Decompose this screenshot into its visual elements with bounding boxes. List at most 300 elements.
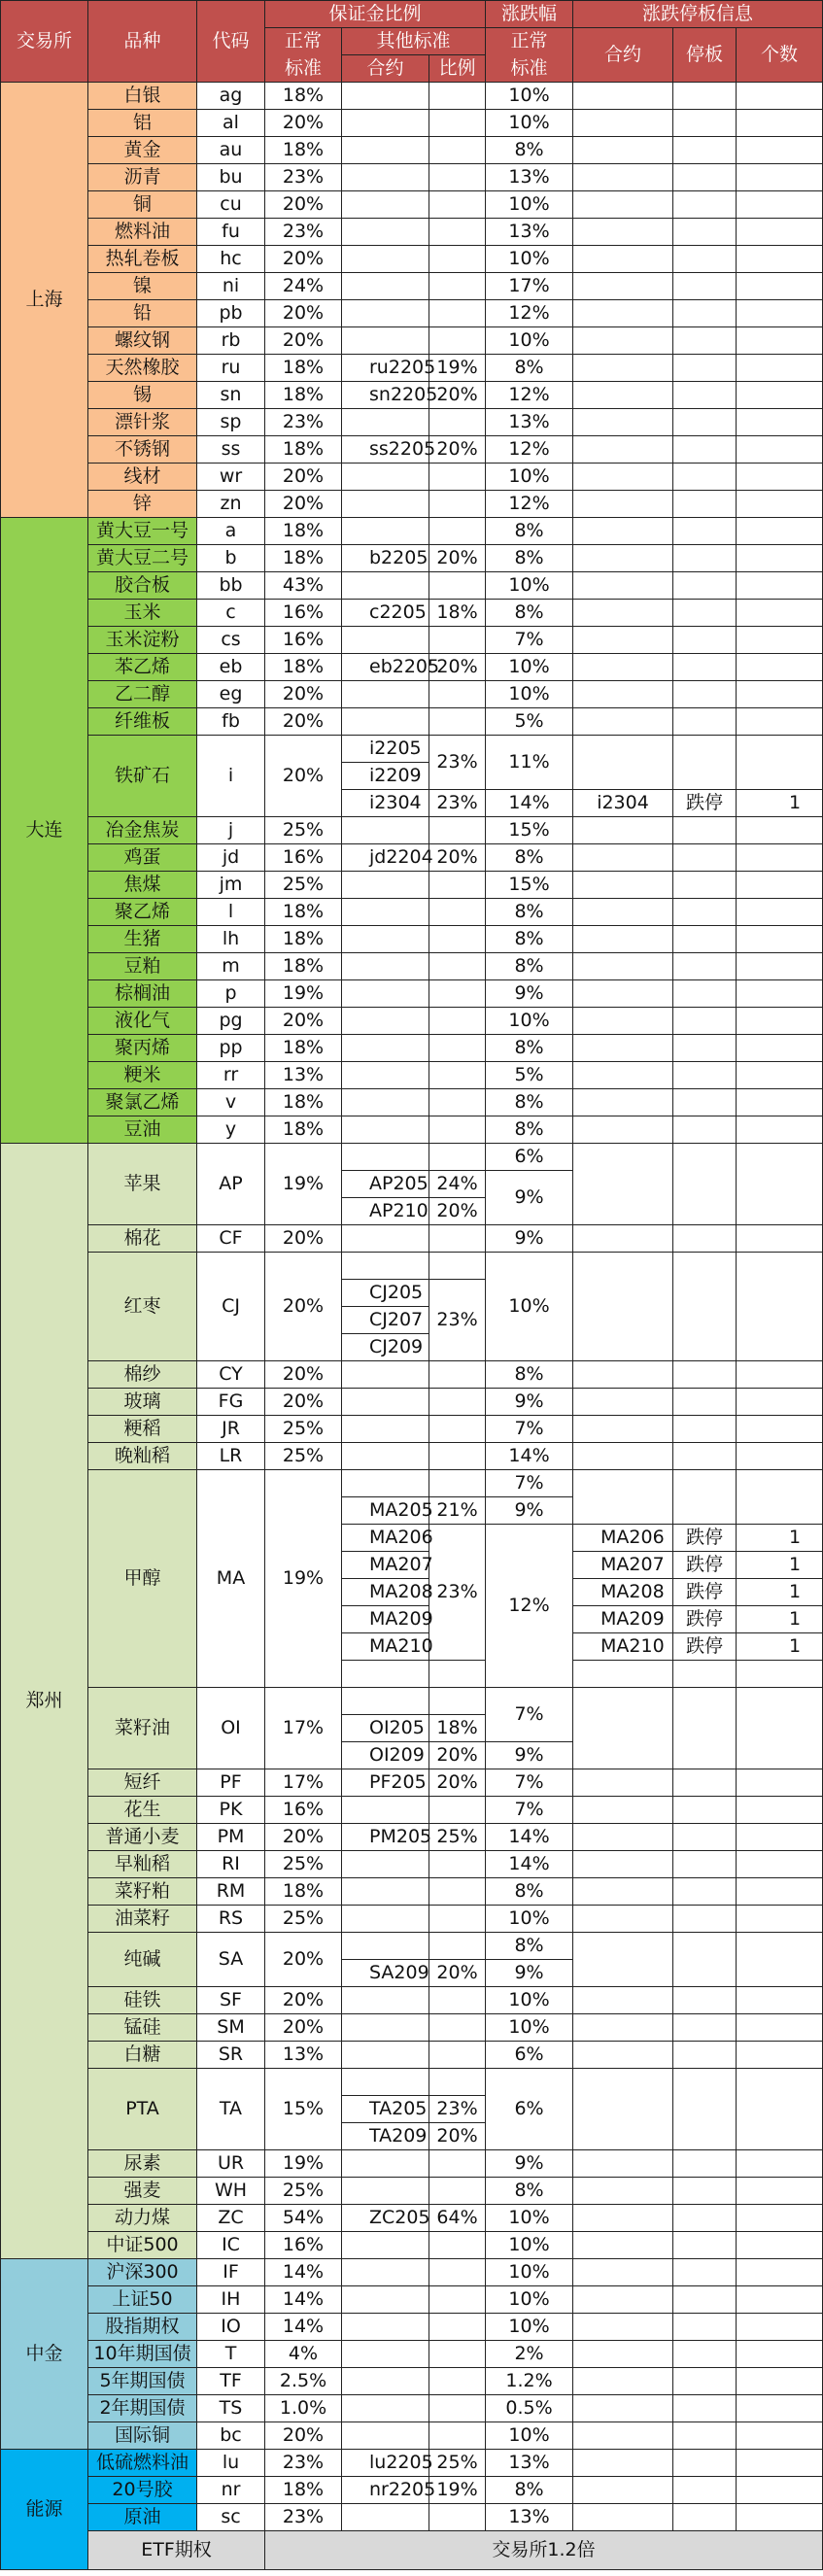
header-variety: 品种 bbox=[88, 1, 197, 83]
other-contract-cell bbox=[342, 1062, 429, 1089]
variety-cell: 上证50 bbox=[88, 2286, 197, 2314]
other-contract-cell bbox=[342, 899, 429, 926]
code-cell: a bbox=[197, 518, 265, 545]
other-ratio-cell bbox=[429, 1851, 486, 1878]
other-contract-cell bbox=[342, 1035, 429, 1062]
other-ratio-cell bbox=[429, 1878, 486, 1906]
other-contract-cell bbox=[342, 2042, 429, 2069]
other-ratio-cell bbox=[429, 572, 486, 600]
code-cell: TA bbox=[197, 2069, 265, 2150]
other-ratio-cell bbox=[429, 2368, 486, 2395]
variety-cell: 不锈钢 bbox=[88, 436, 197, 464]
limit-cell: 12% bbox=[486, 491, 573, 518]
margin-cell: 18% bbox=[265, 953, 342, 980]
variety-cell: 玉米 bbox=[88, 600, 197, 627]
limit-cell: 8% bbox=[486, 899, 573, 926]
limit-cell: 8% bbox=[486, 137, 573, 164]
other-contract-cell: ZC205 bbox=[342, 2205, 429, 2232]
stop-count-cell bbox=[737, 1144, 823, 1225]
margin-cell: 18% bbox=[265, 1116, 342, 1144]
stop-contract-cell bbox=[573, 1661, 673, 1688]
table-row bbox=[1, 1443, 823, 1470]
other-contract-cell: i2209 bbox=[342, 763, 429, 790]
stop-count-cell bbox=[737, 1688, 823, 1769]
stop-board-cell bbox=[673, 83, 737, 110]
table-row bbox=[1, 2259, 823, 2286]
variety-cell: 花生 bbox=[88, 1797, 197, 1824]
other-contract-cell: i2304 bbox=[342, 790, 429, 817]
code-cell: IC bbox=[197, 2232, 265, 2259]
stop-board-cell bbox=[673, 355, 737, 382]
stop-count-cell bbox=[737, 1797, 823, 1824]
limit-cell: 8% bbox=[486, 1361, 573, 1389]
stop-contract-cell bbox=[573, 382, 673, 409]
code-cell: c bbox=[197, 600, 265, 627]
table-row bbox=[1, 1933, 823, 1960]
stop-board-cell bbox=[673, 2395, 737, 2422]
stop-contract-cell bbox=[573, 654, 673, 681]
limit-cell: 10% bbox=[486, 1906, 573, 1933]
variety-cell: 焦煤 bbox=[88, 872, 197, 899]
stop-contract-cell bbox=[573, 491, 673, 518]
stop-board-cell bbox=[673, 953, 737, 980]
header-ratio: 比例 bbox=[429, 55, 486, 83]
header-normal: 正常 bbox=[265, 28, 342, 55]
limit-cell: 10% bbox=[486, 246, 573, 273]
limit-cell: 7% bbox=[486, 627, 573, 654]
other-contract-cell bbox=[342, 491, 429, 518]
stop-board-cell bbox=[673, 736, 737, 790]
limit-cell: 10% bbox=[486, 681, 573, 708]
limit-cell: 10% bbox=[486, 2314, 573, 2341]
stop-contract-cell bbox=[573, 1389, 673, 1416]
variety-cell: 红枣 bbox=[88, 1253, 197, 1361]
margin-cell: 18% bbox=[265, 545, 342, 572]
limit-cell: 12% bbox=[486, 300, 573, 327]
header-contract: 合约 bbox=[342, 55, 429, 83]
other-contract-cell: i2205 bbox=[342, 736, 429, 763]
variety-cell: 棉纱 bbox=[88, 1361, 197, 1389]
stop-board-cell bbox=[673, 1361, 737, 1389]
table-row bbox=[1, 2531, 823, 2570]
other-contract-cell: CJ207 bbox=[342, 1307, 429, 1334]
margin-cell: 18% bbox=[265, 1089, 342, 1116]
other-ratio-cell bbox=[429, 327, 486, 355]
other-ratio-cell bbox=[429, 191, 486, 219]
stop-count-cell bbox=[737, 654, 823, 681]
code-cell: j bbox=[197, 817, 265, 844]
stop-count-cell bbox=[737, 1769, 823, 1797]
other-contract-cell: c2205 bbox=[342, 600, 429, 627]
other-ratio-cell: 18% bbox=[429, 600, 486, 627]
table-row bbox=[1, 518, 823, 545]
stop-board-cell bbox=[673, 899, 737, 926]
limit-cell: 10% bbox=[486, 191, 573, 219]
code-cell: al bbox=[197, 110, 265, 137]
margin-cell: 18% bbox=[265, 926, 342, 953]
variety-cell: 铜 bbox=[88, 191, 197, 219]
stop-count-cell bbox=[737, 1933, 823, 1987]
other-ratio-cell bbox=[429, 627, 486, 654]
margin-cell: 18% bbox=[265, 518, 342, 545]
variety-cell: 2年期国债 bbox=[88, 2395, 197, 2422]
limit-cell: 7% bbox=[486, 1769, 573, 1797]
other-contract-cell bbox=[342, 137, 429, 164]
margin-cell: 1.0% bbox=[265, 2395, 342, 2422]
code-cell: au bbox=[197, 137, 265, 164]
table-row bbox=[1, 2477, 823, 2504]
stop-count-cell bbox=[737, 2422, 823, 2450]
limit-cell: 8% bbox=[486, 2477, 573, 2504]
stop-contract-cell bbox=[573, 1225, 673, 1253]
stop-board-cell bbox=[673, 708, 737, 736]
stop-contract-cell bbox=[573, 1253, 673, 1361]
code-cell: v bbox=[197, 1089, 265, 1116]
stop-count-cell bbox=[737, 219, 823, 246]
limit-cell: 14% bbox=[486, 1824, 573, 1851]
margin-cell: 18% bbox=[265, 83, 342, 110]
limit-cell: 7% bbox=[486, 1416, 573, 1443]
table-row bbox=[1, 1389, 823, 1416]
table-row bbox=[1, 1987, 823, 2014]
table-row bbox=[1, 2178, 823, 2205]
stop-contract-cell bbox=[573, 1688, 673, 1769]
other-ratio-cell bbox=[429, 953, 486, 980]
code-cell: PM bbox=[197, 1824, 265, 1851]
stop-count-cell bbox=[737, 1851, 823, 1878]
other-ratio-cell bbox=[429, 1144, 486, 1171]
margin-cell: 18% bbox=[265, 2477, 342, 2504]
stop-board-cell bbox=[673, 219, 737, 246]
stop-board-cell bbox=[673, 110, 737, 137]
stop-contract-cell bbox=[573, 708, 673, 736]
margin-cell: 14% bbox=[265, 2259, 342, 2286]
other-contract-cell: OI205 bbox=[342, 1715, 429, 1742]
stop-board-cell bbox=[673, 2450, 737, 2477]
stop-count-cell bbox=[737, 872, 823, 899]
variety-cell: 黄金 bbox=[88, 137, 197, 164]
stop-count-cell bbox=[737, 1089, 823, 1116]
table-row bbox=[1, 736, 823, 763]
other-ratio-cell bbox=[429, 2504, 486, 2531]
code-cell: FG bbox=[197, 1389, 265, 1416]
variety-cell: 聚乙烯 bbox=[88, 899, 197, 926]
stop-contract-cell bbox=[573, 436, 673, 464]
stop-contract-cell: MA210 bbox=[573, 1633, 673, 1661]
other-ratio-cell bbox=[429, 1688, 486, 1715]
other-contract-cell: MA207 bbox=[342, 1552, 429, 1579]
table-row bbox=[1, 2069, 823, 2096]
stop-count-cell bbox=[737, 1361, 823, 1389]
other-ratio-cell: 24% bbox=[429, 1171, 486, 1198]
margin-cell: 20% bbox=[265, 1225, 342, 1253]
limit-cell: 8% bbox=[486, 518, 573, 545]
other-contract-cell: b2205 bbox=[342, 545, 429, 572]
margin-cell: 25% bbox=[265, 817, 342, 844]
code-cell: bu bbox=[197, 164, 265, 191]
code-cell: pb bbox=[197, 300, 265, 327]
stop-count-cell bbox=[737, 844, 823, 872]
stop-contract-cell bbox=[573, 1144, 673, 1225]
variety-cell: 锡 bbox=[88, 382, 197, 409]
other-contract-cell bbox=[342, 708, 429, 736]
code-cell: rb bbox=[197, 327, 265, 355]
variety-cell: 晚籼稻 bbox=[88, 1443, 197, 1470]
margin-cell: 20% bbox=[265, 191, 342, 219]
margin-cell: 19% bbox=[265, 980, 342, 1008]
other-ratio-cell bbox=[429, 2259, 486, 2286]
stop-count-cell bbox=[737, 2504, 823, 2531]
stop-contract-cell bbox=[573, 1878, 673, 1906]
limit-cell: 10% bbox=[486, 2422, 573, 2450]
stop-contract-cell bbox=[573, 844, 673, 872]
stop-count-cell: 1 bbox=[737, 1606, 823, 1633]
other-ratio-cell bbox=[429, 1225, 486, 1253]
code-cell: PK bbox=[197, 1797, 265, 1824]
exchange-cffex: 中金 bbox=[1, 2259, 88, 2450]
variety-cell: 尿素 bbox=[88, 2150, 197, 2178]
stop-board-cell bbox=[673, 2422, 737, 2450]
stop-count-cell bbox=[737, 1906, 823, 1933]
other-contract-cell bbox=[342, 273, 429, 300]
stop-board-cell bbox=[673, 2504, 737, 2531]
other-ratio-cell bbox=[429, 1906, 486, 1933]
table-row bbox=[1, 164, 823, 191]
table-row bbox=[1, 1688, 823, 1715]
other-contract-cell bbox=[342, 1933, 429, 1960]
table-row bbox=[1, 409, 823, 436]
variety-cell: 漂针浆 bbox=[88, 409, 197, 436]
other-contract-cell bbox=[342, 1008, 429, 1035]
other-ratio-cell bbox=[429, 1253, 486, 1280]
stop-count-cell bbox=[737, 436, 823, 464]
stop-board-cell bbox=[673, 164, 737, 191]
stop-count-cell bbox=[737, 1661, 823, 1688]
limit-cell: 8% bbox=[486, 1116, 573, 1144]
other-contract-cell bbox=[342, 1389, 429, 1416]
table-row bbox=[1, 1797, 823, 1824]
other-contract-cell bbox=[342, 926, 429, 953]
margin-cell: 43% bbox=[265, 572, 342, 600]
margin-cell: 19% bbox=[265, 1144, 342, 1225]
stop-board-cell bbox=[673, 1116, 737, 1144]
stop-board-cell bbox=[673, 1933, 737, 1987]
other-contract-cell bbox=[342, 2395, 429, 2422]
other-contract-cell bbox=[342, 219, 429, 246]
code-cell: eg bbox=[197, 681, 265, 708]
stop-contract-cell bbox=[573, 600, 673, 627]
other-contract-cell bbox=[342, 1443, 429, 1470]
stop-count-cell bbox=[737, 899, 823, 926]
stop-count-cell bbox=[737, 681, 823, 708]
other-ratio-cell bbox=[429, 872, 486, 899]
limit-cell: 10% bbox=[486, 1008, 573, 1035]
table-row bbox=[1, 2286, 823, 2314]
header-stop-group: 涨跌停板信息 bbox=[573, 1, 823, 28]
variety-cell: 黄大豆二号 bbox=[88, 545, 197, 572]
other-contract-cell bbox=[342, 1225, 429, 1253]
stop-count-cell bbox=[737, 83, 823, 110]
other-ratio-cell bbox=[429, 300, 486, 327]
limit-cell: 5% bbox=[486, 708, 573, 736]
variety-cell: 锌 bbox=[88, 491, 197, 518]
stop-contract-cell bbox=[573, 355, 673, 382]
stop-board-cell: 跌停 bbox=[673, 790, 737, 817]
other-contract-cell: MA209 bbox=[342, 1606, 429, 1633]
other-ratio-cell: 23% bbox=[429, 1280, 486, 1361]
other-ratio-cell: 20% bbox=[429, 1960, 486, 1987]
code-cell: sc bbox=[197, 2504, 265, 2531]
stop-count-cell bbox=[737, 2259, 823, 2286]
table-row bbox=[1, 2150, 823, 2178]
stop-count-cell bbox=[737, 2205, 823, 2232]
variety-cell: 黄大豆一号 bbox=[88, 518, 197, 545]
other-ratio-cell: 23% bbox=[429, 736, 486, 790]
code-cell: TS bbox=[197, 2395, 265, 2422]
stop-board-cell bbox=[673, 545, 737, 572]
margin-cell: 20% bbox=[265, 491, 342, 518]
stop-board-cell bbox=[673, 1062, 737, 1089]
other-ratio-cell: 23% bbox=[429, 1525, 486, 1661]
stop-count-cell: 1 bbox=[737, 1525, 823, 1552]
table-row bbox=[1, 2341, 823, 2368]
other-ratio-cell: 19% bbox=[429, 355, 486, 382]
code-cell: rr bbox=[197, 1062, 265, 1089]
stop-count-cell bbox=[737, 1443, 823, 1470]
other-ratio-cell bbox=[429, 2422, 486, 2450]
variety-cell: 白糖 bbox=[88, 2042, 197, 2069]
table-row bbox=[1, 817, 823, 844]
margin-cell: 2.5% bbox=[265, 2368, 342, 2395]
stop-board-cell bbox=[673, 436, 737, 464]
other-ratio-cell bbox=[429, 708, 486, 736]
code-cell: cu bbox=[197, 191, 265, 219]
other-contract-cell bbox=[342, 980, 429, 1008]
code-cell: fb bbox=[197, 708, 265, 736]
stop-count-cell bbox=[737, 2368, 823, 2395]
table-row bbox=[1, 83, 823, 110]
other-contract-cell bbox=[342, 1906, 429, 1933]
variety-cell: 10年期国债 bbox=[88, 2341, 197, 2368]
other-contract-cell bbox=[342, 2504, 429, 2531]
limit-cell: 8% bbox=[486, 2178, 573, 2205]
other-contract-cell bbox=[342, 872, 429, 899]
code-cell: m bbox=[197, 953, 265, 980]
table-row bbox=[1, 1851, 823, 1878]
other-contract-cell: SA209 bbox=[342, 1960, 429, 1987]
stop-board-cell: 跌停 bbox=[673, 1606, 737, 1633]
other-contract-cell: TA205 bbox=[342, 2096, 429, 2123]
stop-contract-cell bbox=[573, 1035, 673, 1062]
table-row bbox=[1, 1470, 823, 1497]
code-cell: jm bbox=[197, 872, 265, 899]
other-contract-cell bbox=[342, 2286, 429, 2314]
limit-cell: 11% bbox=[486, 736, 573, 790]
stop-board-cell bbox=[673, 1797, 737, 1824]
header-exchange: 交易所 bbox=[1, 1, 88, 83]
other-ratio-cell bbox=[429, 409, 486, 436]
stop-board-cell bbox=[673, 2014, 737, 2042]
limit-cell: 8% bbox=[486, 1933, 573, 1960]
stop-contract-cell bbox=[573, 2259, 673, 2286]
other-ratio-cell bbox=[429, 1116, 486, 1144]
variety-cell: 纤维板 bbox=[88, 708, 197, 736]
code-cell: l bbox=[197, 899, 265, 926]
limit-cell: 9% bbox=[486, 1171, 573, 1225]
table-row bbox=[1, 355, 823, 382]
stop-contract-cell bbox=[573, 2504, 673, 2531]
code-cell: bc bbox=[197, 2422, 265, 2450]
table-row bbox=[1, 2395, 823, 2422]
variety-cell: PTA bbox=[88, 2069, 197, 2150]
margin-cell: 16% bbox=[265, 2232, 342, 2259]
variety-cell: 棉花 bbox=[88, 1225, 197, 1253]
stop-contract-cell bbox=[573, 1416, 673, 1443]
margin-cell: 23% bbox=[265, 164, 342, 191]
other-contract-cell bbox=[342, 1797, 429, 1824]
variety-cell: 线材 bbox=[88, 464, 197, 491]
other-contract-cell bbox=[342, 953, 429, 980]
other-contract-cell: ru2205 bbox=[342, 355, 429, 382]
code-cell: lh bbox=[197, 926, 265, 953]
margin-cell: 20% bbox=[265, 681, 342, 708]
margin-cell: 18% bbox=[265, 355, 342, 382]
stop-count-cell bbox=[737, 164, 823, 191]
margin-cell: 24% bbox=[265, 273, 342, 300]
limit-cell: 10% bbox=[486, 2259, 573, 2286]
limit-cell: 9% bbox=[486, 2150, 573, 2178]
code-cell: sp bbox=[197, 409, 265, 436]
limit-cell: 6% bbox=[486, 1144, 573, 1171]
table-row bbox=[1, 273, 823, 300]
code-cell: RI bbox=[197, 1851, 265, 1878]
variety-cell: 铅 bbox=[88, 300, 197, 327]
other-contract-cell: jd2204 bbox=[342, 844, 429, 872]
code-cell: AP bbox=[197, 1144, 265, 1225]
variety-cell: 苯乙烯 bbox=[88, 654, 197, 681]
stop-count-cell bbox=[737, 572, 823, 600]
stop-count-cell bbox=[737, 382, 823, 409]
code-cell: SM bbox=[197, 2014, 265, 2042]
margin-cell: 20% bbox=[265, 1008, 342, 1035]
margin-cell: 18% bbox=[265, 654, 342, 681]
stop-board-cell bbox=[673, 1144, 737, 1225]
stop-count-cell bbox=[737, 409, 823, 436]
other-ratio-cell bbox=[429, 1416, 486, 1443]
limit-cell: 7% bbox=[486, 1688, 573, 1742]
margin-cell: 15% bbox=[265, 2069, 342, 2150]
margin-cell: 13% bbox=[265, 2042, 342, 2069]
code-cell: MA bbox=[197, 1470, 265, 1688]
table-row bbox=[1, 1878, 823, 1906]
stop-contract-cell bbox=[573, 2341, 673, 2368]
margin-cell: 18% bbox=[265, 1878, 342, 1906]
stop-count-cell bbox=[737, 953, 823, 980]
stop-contract-cell bbox=[573, 1987, 673, 2014]
limit-cell: 13% bbox=[486, 2450, 573, 2477]
table-row bbox=[1, 1824, 823, 1851]
stop-contract-cell bbox=[573, 817, 673, 844]
variety-cell: 5年期国债 bbox=[88, 2368, 197, 2395]
other-contract-cell: AP210 bbox=[342, 1198, 429, 1225]
table-row bbox=[1, 1361, 823, 1389]
limit-cell: 1.2% bbox=[486, 2368, 573, 2395]
table-row bbox=[1, 2450, 823, 2477]
variety-cell: 锰硅 bbox=[88, 2014, 197, 2042]
margin-cell: 23% bbox=[265, 2450, 342, 2477]
limit-cell: 10% bbox=[486, 464, 573, 491]
table-row bbox=[1, 1225, 823, 1253]
